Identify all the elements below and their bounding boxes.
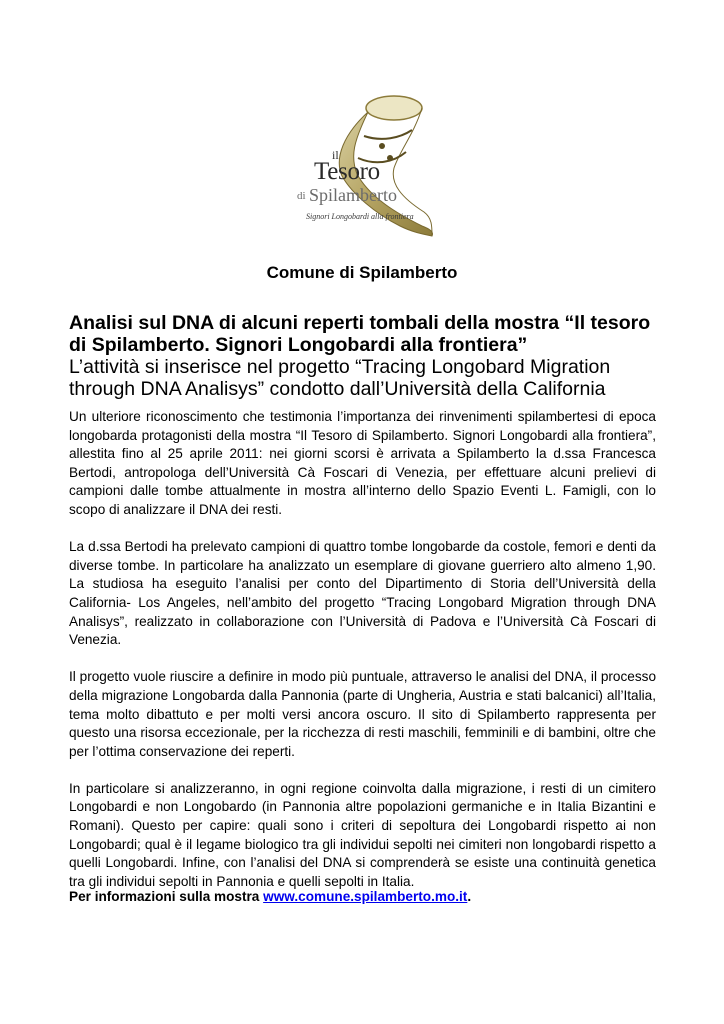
footer-end: . <box>467 889 472 904</box>
article-title: Analisi sul DNA di alcuni reperti tombali della mostra “Il tesoro di Spilamberto. Signori Longobardi alla frontiera” <box>69 312 651 356</box>
paragraph: La d.ssa Bertodi ha prelevato campioni di quattro tombe longobarde da costole, femori e denti da diverse tombe. In particolare ha analizzato un esemplare di giovane guerriero alto almeno 1,90. La studiosa ha eseguito l’analisi per conto del Dipartimento di Storia dell’Università della California- Los Angeles, nell’ambito del progetto “Tracing Longobard Migration through DNA Analisys”, realizzato in collaborazione con l’Università di Padova e l’Università Cà Foscari di Venezia. <box>69 539 656 648</box>
article-heading <box>69 312 669 400</box>
paragraph: Un ulteriore riconoscimento che testimonia l’importanza dei rinvenimenti spilambertesi di epoca longobarda protagonisti della mostra “Il Tesoro di Spilamberto. Signori Longobardi alla frontiera”, allestita fino al 25 aprile 2011: nei giorni scorsi è arrivata a Spilamberto la d.ssa Francesca Bertodi, antropologa dell’Università Cà Foscari di Venezia, per effettuare alcuni prelievi di campioni dalle tombe attualmente in mostra all’interno dello Spazio Eventi L. Famigli, con lo scopo di analizzare il DNA dei resti. <box>69 409 656 517</box>
exhibition-logo <box>272 86 450 254</box>
website-link[interactable]: www.comune.spilamberto.mo.it <box>263 889 468 904</box>
logo-il: il <box>332 148 339 162</box>
paragraph: Il progetto vuole riuscire a definire in modo più puntuale, attraverso le analisi del DNA, il processo della migrazione Longobarda dalla Pannonia (parte di Ungheria, Austria e stati balcanici) all’Italia, tema molto dibattuto e per molti versi ancora oscuro. Il sito di Spilamberto rappresenta per questo una risorsa eccezionale, per la ricchezza di resti maschili, femminili e di bambini, oltre che per l’ottima conservazione dei reperti. <box>69 669 656 759</box>
logo-spilamberto: Spilamberto <box>309 185 397 205</box>
organization-heading: Comune di Spilamberto <box>266 263 458 282</box>
logo-subtitle: Signori Longobardi alla frontiera <box>306 212 414 221</box>
article-subtitle: L’attività si inserisce nel progetto “Tracing Longobard Migration through DNA Analisys” condotto dall’Università della California <box>69 356 611 400</box>
article-body <box>69 408 656 910</box>
logo-di: di <box>297 190 306 202</box>
footer-label: Per informazioni sulla mostra <box>69 889 264 904</box>
logo-tesoro: Tesoro <box>314 158 380 185</box>
paragraph: In particolare si analizzeranno, in ogni regione coinvolta dalla migrazione, i resti di un cimitero Longobardi e non Longobardo (in Pannonia altre popolazioni germaniche e in Italia Bizantini e Romani). Questo per capire: quali sono i criteri di sepoltura dei Longobardi rispetto ai non Longobardi; qual è il legame biologico tra gli individui sepolti nei cimiteri non longobardi rispetto a quelli Longobardi. Infine, con l’analisi del DNA si comprenderà se esiste una continuità genetica tra gli individui sepolti in Pannonia e quelli sepolti in Italia. <box>69 780 656 889</box>
info-footer <box>69 889 471 904</box>
